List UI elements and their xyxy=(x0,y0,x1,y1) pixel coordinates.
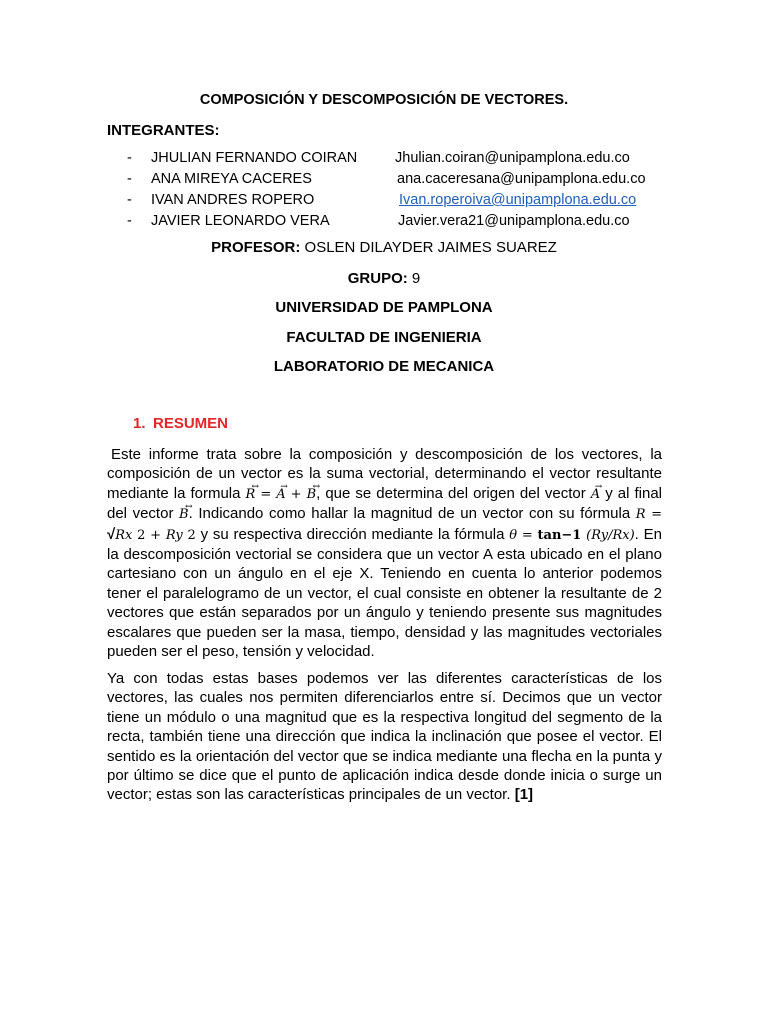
resumen-paragraph-1 xyxy=(107,445,662,661)
text-run: . En la descomposición vectorial se considera que un vector A esta ubicado en el plano cartesiano con un ángulo en el eje X. Teniendo en cuenta lo anterior podemos tener el paralelogramo de un vector, el cual consiste en obtener la resultante de 2 vectores que están separados por un ángulo y teniendo presente sus magnitudes escalares que pueden ser la masa, tiempo, densidad y las magnitudes vectoriales pueden ser el peso, tensión y velocidad. xyxy=(107,525,662,661)
vector-b-symbol: ↔ B xyxy=(179,507,189,522)
arctan-argument: (Ry/Rx) xyxy=(581,527,635,543)
universidad-heading: UNIVERSIDAD DE PAMPLONA xyxy=(275,299,493,316)
member-email: Jhulian.coiran@unipamplona.edu.co xyxy=(395,150,630,166)
grupo-value: 9 xyxy=(411,270,421,287)
facultad-heading: FACULTAD DE INGENIERIA xyxy=(286,329,482,346)
vector-a-symbol: → A xyxy=(591,487,600,502)
member-item xyxy=(127,192,667,213)
member-email: ana.caceresana@unipamplona.edu.co xyxy=(397,171,646,187)
theta-symbol: θ xyxy=(509,527,518,543)
reference-citation: [1] xyxy=(514,786,534,804)
exponent: 2 xyxy=(182,527,196,543)
member-email: Javier.vera21@unipamplona.edu.co xyxy=(398,213,630,229)
text-run: . Indicando como hallar la magnitud de un vector con su fórmula xyxy=(188,505,636,523)
profesor-name: OSLEN DILAYDER JAIMES SUAREZ xyxy=(304,239,557,256)
members-list xyxy=(127,150,667,234)
integrantes-label: INTEGRANTES: xyxy=(107,122,220,139)
member-name: ANA MIREYA CACERES xyxy=(151,171,312,187)
magnitude-r-symbol: R xyxy=(635,507,646,523)
member-name: IVAN ANDRES ROPERO xyxy=(151,192,315,208)
text-run: y su respectiva dirección mediante la fórmula xyxy=(195,525,510,543)
text-run: , que se determina del origen del vector xyxy=(316,484,591,502)
member-item xyxy=(127,150,667,171)
ry-symbol: Ry xyxy=(165,527,183,543)
text-run: Este informe trata sobre la composición y descomposición de los vectores, la composición de un vector es la suma vectorial, determinando el vector resultante mediante la formula xyxy=(107,446,662,502)
resumen-paragraph-2 xyxy=(107,669,662,805)
text-run: Ya con todas estas bases podemos ver las diferentes características de los vectores, las cuales nos permiten diferenciarlos entre sí. Decimos que un vector tiene un módulo o una magnitud que es la respectiva longitud del segmento de la recta, también tiene una dirección que indica la inclinación que posee el vector. El sentido es la orientación del vector que se indica mediante una flecha en la punta y por último se dice que el punto de aplicación indica desde donde inicia o surge un vector; estas son las características principales de un vector. xyxy=(107,670,662,804)
profesor-line xyxy=(0,239,768,256)
vector-r-symbol: ↔ R xyxy=(246,487,256,502)
member-item xyxy=(127,213,667,234)
equals-symbol: = xyxy=(255,486,277,502)
section-title: RESUMEN xyxy=(153,415,229,432)
member-email-link[interactable]: Ivan.roperoiva@unipamplona.edu.co xyxy=(399,192,637,208)
section-number: 1. xyxy=(133,415,146,432)
sqrt-symbol: √ xyxy=(107,525,116,543)
grupo-line xyxy=(0,270,768,287)
exponent-plus: 2 + xyxy=(132,527,166,543)
equals-symbol: = xyxy=(645,507,662,523)
list-dash: - xyxy=(127,171,132,187)
vector-a-symbol: → A xyxy=(276,487,285,502)
list-dash: - xyxy=(127,150,132,166)
member-name: JAVIER LEONARDO VERA xyxy=(151,213,330,229)
grupo-label: GRUPO: xyxy=(347,270,408,287)
equals-symbol: = xyxy=(517,527,538,543)
plus-symbol: + xyxy=(285,486,307,502)
member-item xyxy=(127,171,667,192)
document-title: COMPOSICIÓN Y DESCOMPOSICIÓN DE VECTORES. xyxy=(199,92,569,108)
member-name: JHULIAN FERNANDO COIRAN xyxy=(151,150,358,166)
profesor-label: PROFESOR: xyxy=(211,239,301,256)
list-dash: - xyxy=(127,192,132,208)
text-run: y al final del vector xyxy=(107,484,662,523)
rx-symbol: Rx xyxy=(115,527,133,543)
arctan-symbol: tan−1 xyxy=(537,527,582,543)
laboratorio-heading: LABORATORIO DE MECANICA xyxy=(273,358,495,375)
list-dash: - xyxy=(127,213,132,229)
vector-b-symbol: ↔ B xyxy=(307,487,317,502)
